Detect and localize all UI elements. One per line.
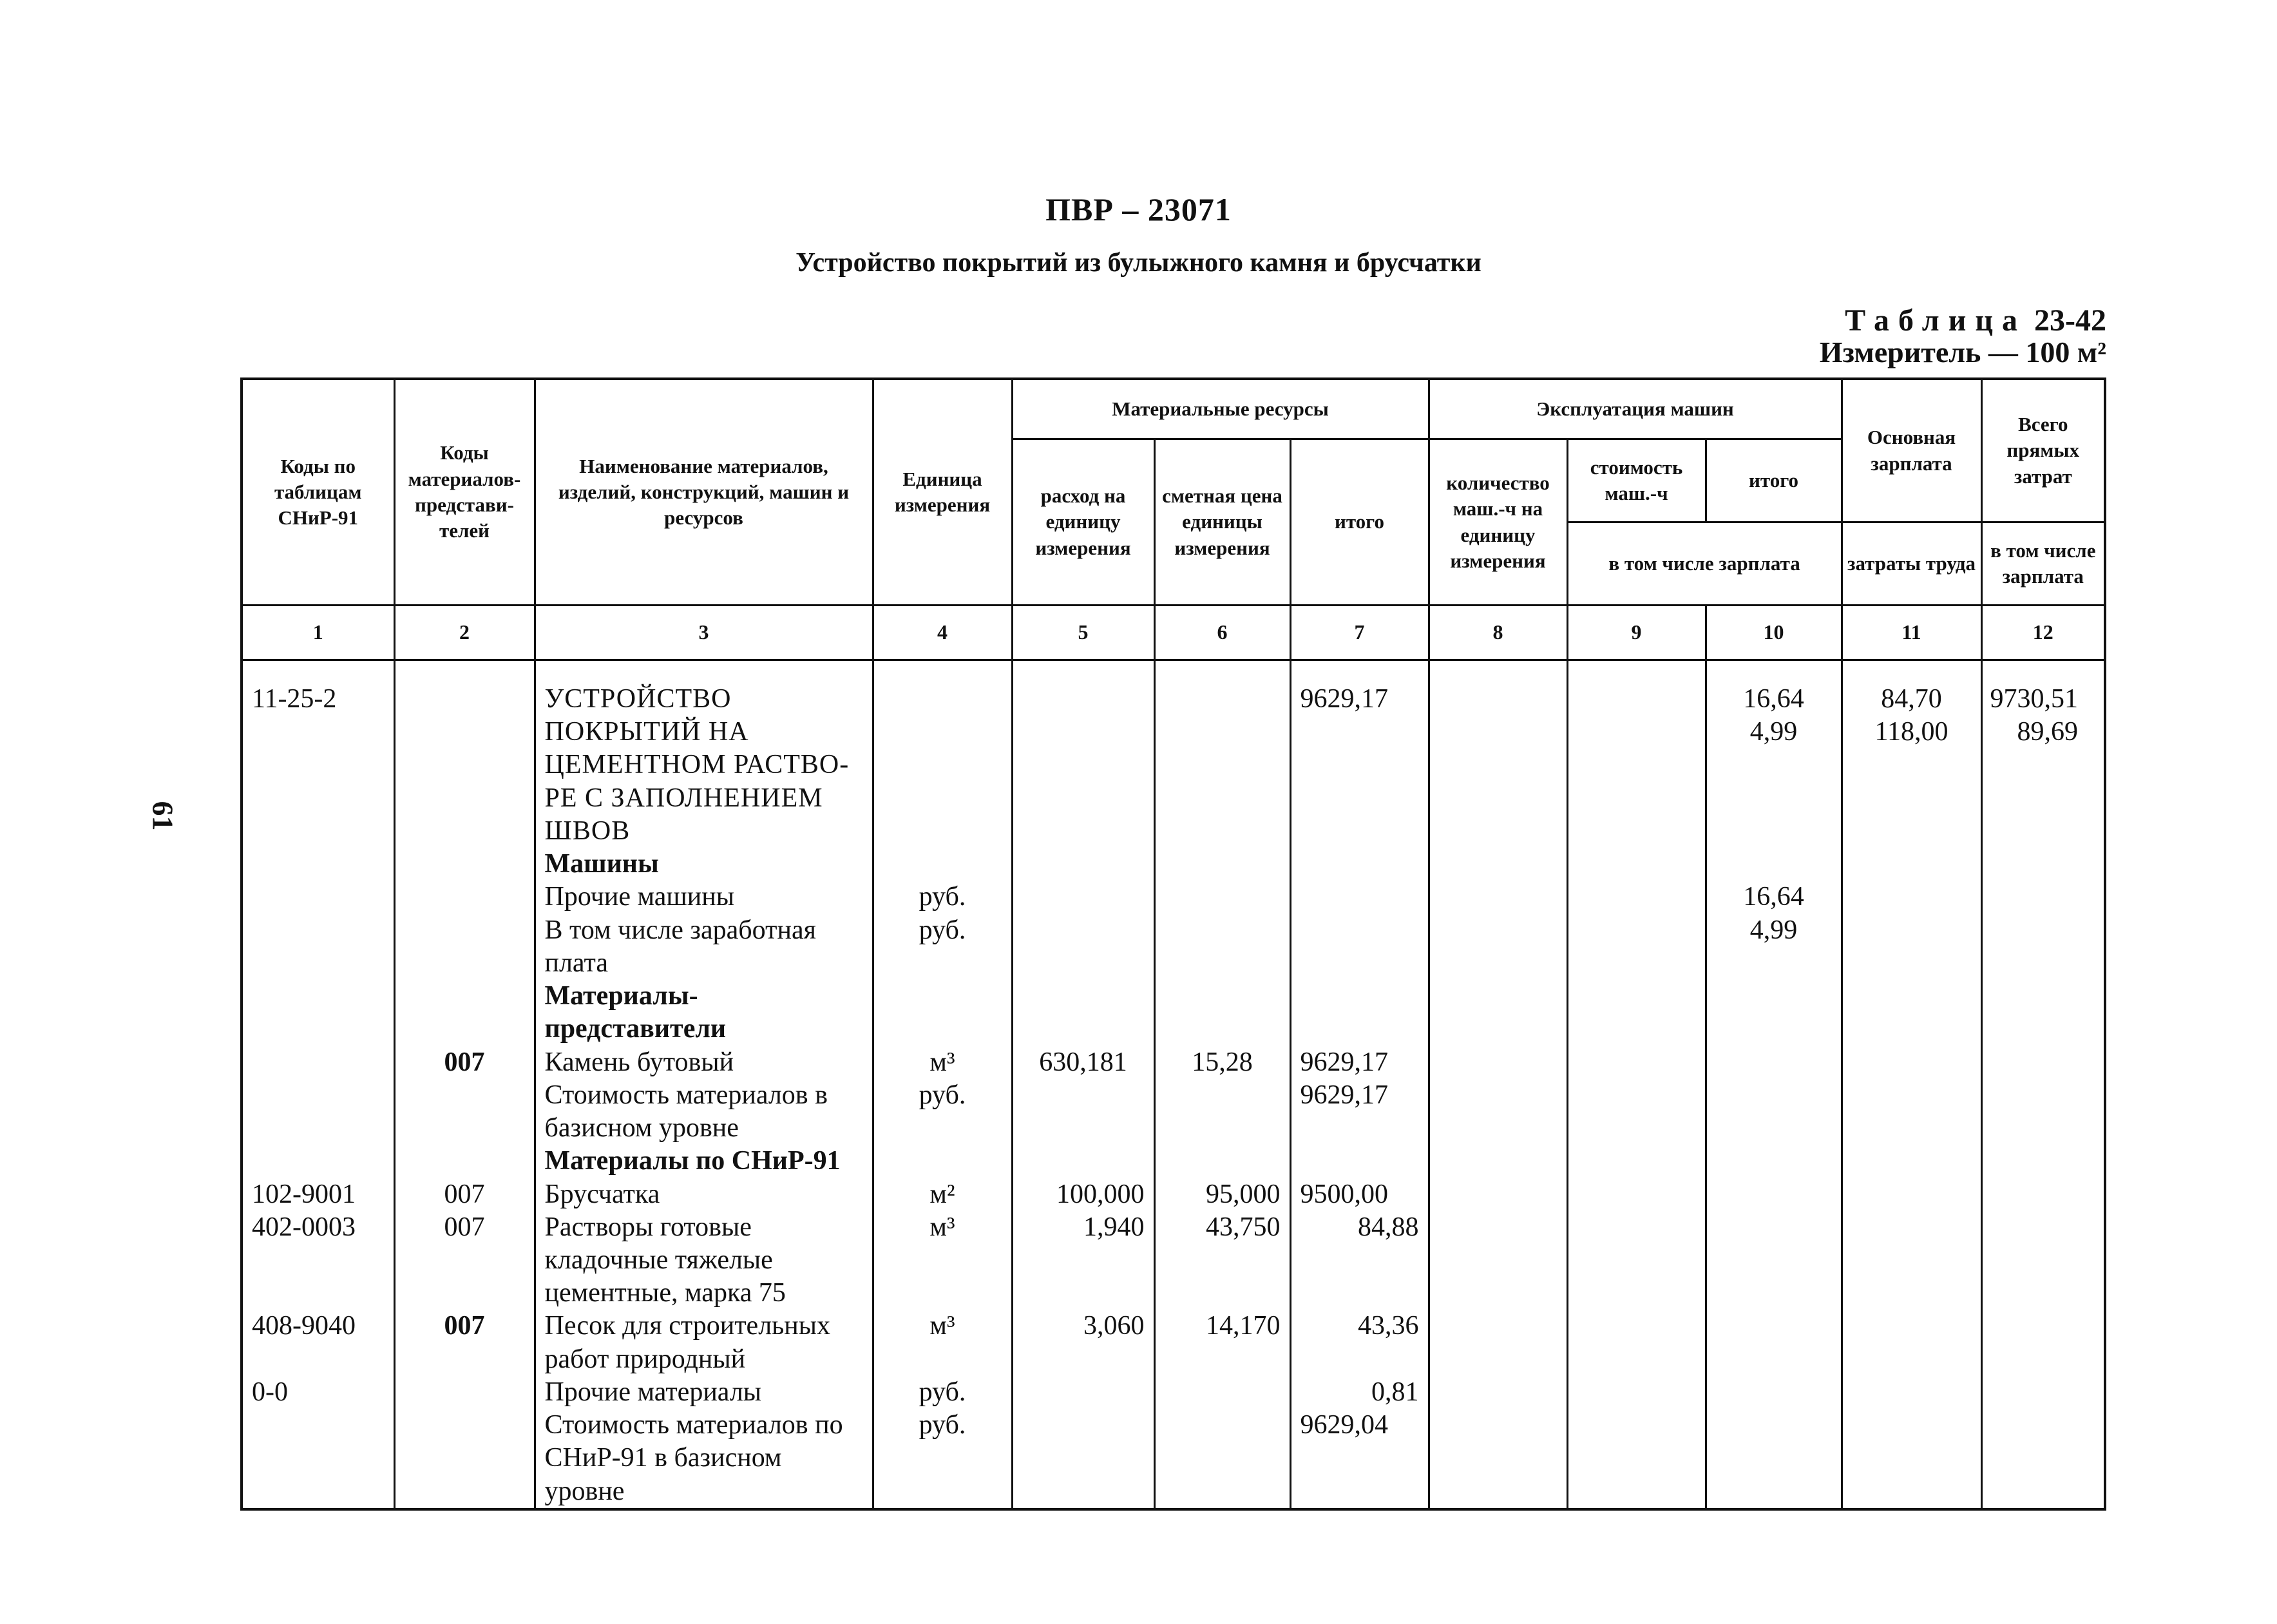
section-row [242,1145,2105,1178]
header-direct-wage: в том числе зарплата [1981,522,2105,606]
code-snir: 11-25-2 [242,660,394,848]
table-row [242,1178,2105,1211]
table-row [242,1310,2105,1375]
table-row-main [242,660,2105,848]
unit-price: 15,28 [1154,1046,1290,1079]
item-name: Стоимость материалов по СНиР-91 в базисном уровне [535,1409,873,1509]
item-name: УСТРОЙСТВО ПОКРЫТИЙ НА ЦЕМЕНТНОМ РАСТВО-РЕ С ЗАПОЛНЕНИЕМ ШВОВ [535,660,873,848]
code-snir: 408-9040 [242,1310,394,1375]
document-subtitle: Устройство покрытий из булыжного камня и брусчатки [796,248,1481,278]
item-name: Камень бутовый [535,1046,873,1079]
header-codes-snir: Коды по таблицам СНиР-91 [242,379,394,606]
column-number: 7 [1290,606,1429,660]
item-unit: м³ [873,1046,1012,1079]
column-number: 12 [1981,606,2105,660]
base-wage [1842,660,1981,848]
column-number: 6 [1154,606,1290,660]
table-row [242,1376,2105,1409]
direct-total [1981,660,2105,848]
code-snir: 102-9001 [242,1178,394,1211]
unit-price: 43,750 [1154,1211,1290,1310]
consumption: 3,060 [1012,1310,1154,1375]
column-number: 10 [1706,606,1842,660]
consumption: 1,940 [1012,1211,1154,1310]
material-total: 9629,17 [1290,1046,1429,1079]
consumption: 100,000 [1012,1178,1154,1211]
item-name: В том числе заработная плата [535,914,873,980]
header-machine-total: итого [1706,439,1842,522]
column-number: 5 [1012,606,1154,660]
table-row [242,914,2105,980]
header-material-total: итого [1290,439,1429,606]
header-group-materials: Материальные ресурсы [1012,379,1429,439]
table-row [242,1046,2105,1079]
code-snir: 0-0 [242,1376,394,1409]
column-number: 3 [535,606,873,660]
item-unit: м³ [873,1310,1012,1375]
column-number: 9 [1567,606,1706,660]
unit-price: 14,170 [1154,1310,1290,1375]
header-unit-price: сметная цена единицы измерения [1154,439,1290,606]
direct-total-value: 9730,51 [1990,684,2079,714]
cost-table [240,377,2106,1511]
table-label-number: 23-42 [2034,303,2106,338]
header-name: Наименование материалов, изделий, конструкций, машин и ресурсов [535,379,873,606]
machine-total: 4,99 [1706,914,1842,980]
section-title: Машины [535,848,873,881]
table-label-word: Таблица [1845,303,2027,338]
item-unit: руб. [873,881,1012,913]
document-title: ПВР – 23071 [1045,191,1232,227]
header-consumption: расход на единицу измерения [1012,439,1154,606]
base-wage-value: 84,70 [1881,684,1942,714]
header-group-machines: Эксплуатация машин [1429,379,1842,439]
column-number: 2 [394,606,535,660]
page-number: 61 [146,801,180,831]
section-title: Материалы-представители [535,980,873,1046]
item-unit: руб. [873,1079,1012,1145]
item-name: Брусчатка [535,1178,873,1211]
material-total: 43,36 [1290,1310,1429,1375]
code-rep: 007 [394,1178,535,1211]
machine-total: 16,64 [1706,881,1842,913]
column-number: 1 [242,606,394,660]
column-number: 4 [873,606,1012,660]
table-label [1845,303,2106,338]
header-unit: Единица измерения [873,379,1012,606]
item-unit: руб. [873,1376,1012,1409]
material-total: 9629,17 [1290,1079,1429,1145]
item-unit: м² [873,1178,1012,1211]
item-name: Растворы готовые кладочные тяжелые цементные, марка 75 [535,1211,873,1310]
item-name: Стоимость материалов в базисном уровне [535,1079,873,1145]
header-machine-hour-cost: стоимость маш.-ч [1567,439,1706,522]
header-codes-rep: Коды материалов-представи-телей [394,379,535,606]
material-total: 9629,17 [1290,660,1429,848]
header-machine-hours: количество маш.-ч на единицу измерения [1429,439,1567,606]
consumption: 630,181 [1012,1046,1154,1079]
unit-label: Измеритель — 100 м² [1819,336,2106,368]
code-snir: 402-0003 [242,1211,394,1310]
table-row [242,1211,2105,1310]
machine-total [1706,660,1842,848]
material-total: 9629,04 [1290,1409,1429,1509]
header-base-wage: Основная зарплата [1842,379,1981,522]
code-rep: 007 [394,1046,535,1079]
column-number: 8 [1429,606,1567,660]
machine-wage-value: 4,99 [1749,717,1798,747]
section-row [242,980,2105,1046]
section-row [242,848,2105,881]
item-unit: руб. [873,1409,1012,1509]
item-name: Прочие машины [535,881,873,913]
code-rep: 007 [394,1310,535,1375]
table-row [242,881,2105,913]
item-unit: м³ [873,1211,1012,1310]
material-total: 84,88 [1290,1211,1429,1310]
material-total: 9500,00 [1290,1178,1429,1211]
labor-value: 118,00 [1874,717,1948,747]
direct-wage-value: 89,69 [2017,717,2079,747]
header-labor: затраты труда [1842,522,1981,606]
unit-price: 95,000 [1154,1178,1290,1211]
table-row [242,1409,2105,1509]
header-machine-wage: в том числе зарплата [1567,522,1842,606]
item-name: Песок для строительных работ природный [535,1310,873,1375]
item-unit: руб. [873,914,1012,980]
column-number: 11 [1842,606,1981,660]
section-title: Материалы по СНиР-91 [535,1145,873,1178]
header-direct-total: Всего прямых затрат [1981,379,2105,522]
code-rep: 007 [394,1211,535,1310]
material-total: 0,81 [1290,1376,1429,1409]
item-name: Прочие материалы [535,1376,873,1409]
machine-total-value: 16,64 [1743,684,1804,714]
table-row [242,1079,2105,1145]
